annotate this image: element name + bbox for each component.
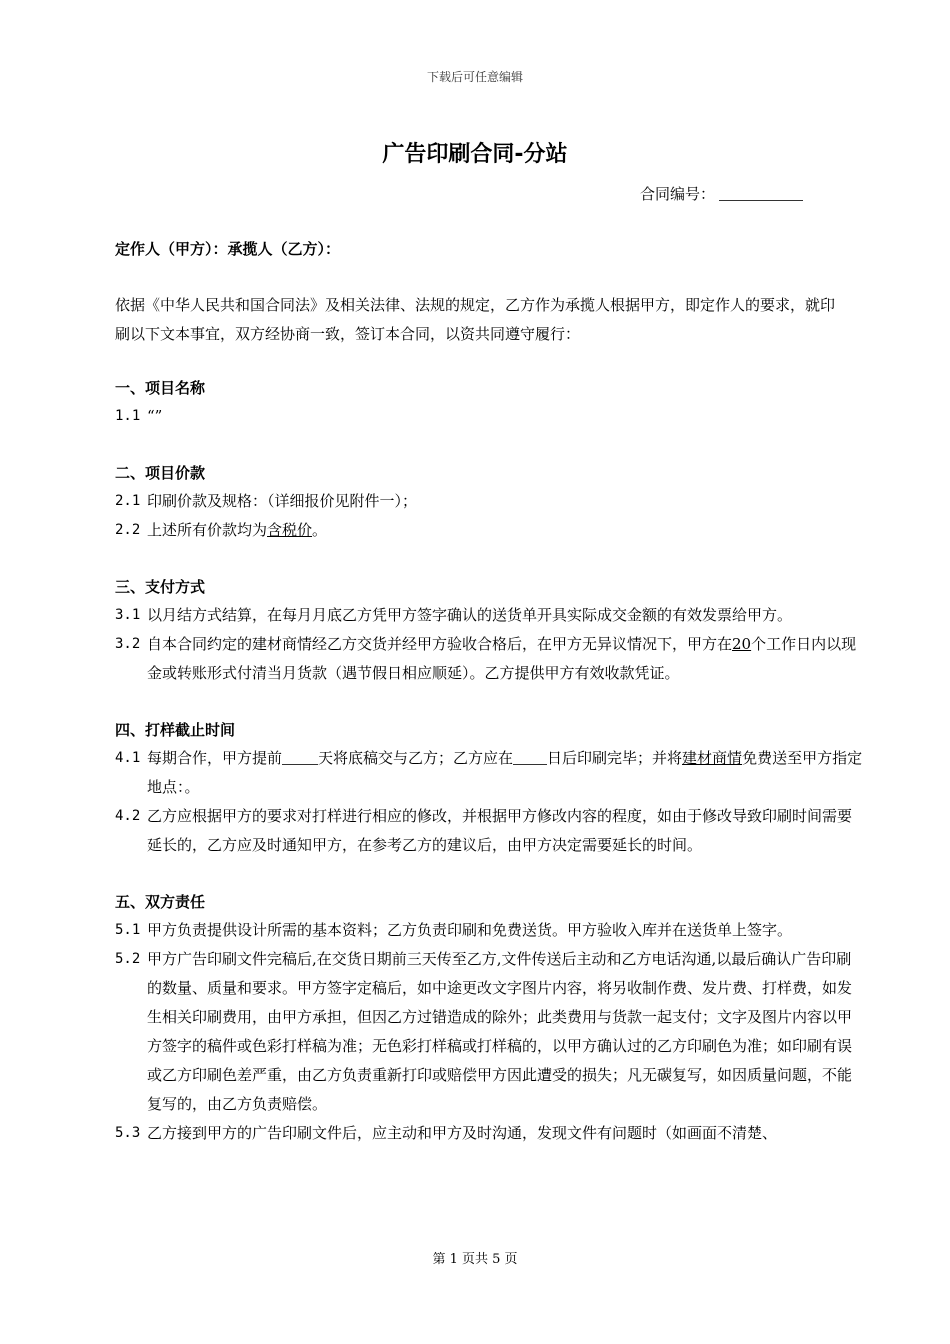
section-title: 二、项目价款 <box>115 464 206 482</box>
clause-number: 1.1 <box>115 408 141 424</box>
clause-number: 3.2 <box>115 636 141 652</box>
fill-in-blank <box>513 750 547 765</box>
underlined-term: 建材商情 <box>682 749 743 767</box>
contract-number-label: 合同编号： <box>640 185 716 203</box>
clause-number: 2.1 <box>115 493 141 509</box>
clause-text: 以月结方式结算，在每月月底乙方凭甲方签字确认的送货单开具实际成交金额的有效发票给甲方。 <box>147 606 793 624</box>
clause-5-2 <box>115 945 865 1119</box>
clause-5-1 <box>115 916 865 945</box>
clause-text-part: 自本合同约定的建材商情经乙方交货并经甲方验收合格后，在甲方无异议情况下，甲方在 <box>147 635 733 653</box>
clause-4-1 <box>115 744 865 802</box>
section-project-name <box>115 374 865 431</box>
clause-text: 甲方负责提供设计所需的基本资料；乙方负责印刷和免费送货。甲方验收入库并在送货单上签字。 <box>147 921 793 939</box>
contract-number <box>640 183 803 204</box>
clause-2-1 <box>115 487 865 516</box>
page-footer: 第 1 页共 5 页 <box>432 1252 518 1267</box>
clause-text <box>147 744 865 802</box>
clause-number: 5.2 <box>115 951 141 967</box>
clause-3-2 <box>115 630 865 688</box>
clause-text-part: 个工作日内以现金或转账形式付清当月货款（遇节假日相应顺延）。乙方提供甲方有效收款凭证。 <box>147 635 857 682</box>
intro-paragraph: 依据《中华人民共和国合同法》及相关法律、法规的规定，乙方作为承揽人根据甲方，即定作人的要求，就印刷以下文本事宜，双方经协商一致，签订本合同，以资共同遵守履行： <box>115 296 836 343</box>
document-title: 广告印刷合同-分站 <box>382 142 568 167</box>
clause-text-part: 免费送至甲方指定地点：。 <box>147 749 863 796</box>
clause-text: 乙方应根据甲方的要求对打样进行相应的修改，并根据甲方修改内容的程度，如由于修改导致印刷时间需要延长的，乙方应及时通知甲方，在参考乙方的建议后，由甲方决定需要延长的时间。 <box>147 807 853 854</box>
section-title: 一、项目名称 <box>115 379 206 397</box>
clause-text <box>147 630 865 688</box>
section-payment-method <box>115 573 865 688</box>
clause-text <box>147 516 865 545</box>
section-responsibilities <box>115 888 865 1148</box>
clause-text-part: 每期合作，甲方提前 <box>147 749 283 767</box>
clause-number: 4.2 <box>115 808 141 824</box>
clause-text: 甲方广告印刷文件完稿后,在交货日期前三天传至乙方,文件传送后主动和乙方电话沟通,以最后确认广告印刷的数量、质量和要求。甲方签字定稿后，如中途更改文字图片内容，将另收制作费、发片费、打样费，如发生相关印刷费用，由甲方承担，但因乙方过错造成的除外；此类费用与货款一起支付；文字及图片内容以甲方签字的稿件或色彩打样稿为准；无色彩打样稿或打样稿的，以甲方确认过的乙方印刷色为准；如印刷有误或乙方印刷色差严重，由乙方负责重新打印或赔偿甲方因此遭受的损失；凡无碳复写，如因质量问题，不能复写的，由乙方负责赔偿。 <box>147 950 853 1113</box>
clause-number: 5.1 <box>115 922 141 938</box>
section-title: 五、双方责任 <box>115 893 206 911</box>
underlined-term: 20 <box>732 635 752 653</box>
clause-text-part: 上述所有价款均为 <box>147 521 268 539</box>
parties-line: 定作人（甲方）：承揽人（乙方）： <box>115 240 341 258</box>
clause-number: 4.1 <box>115 750 141 766</box>
clause-text: 印刷价款及规格：（详细报价见附件一）； <box>147 492 418 510</box>
clause-4-2 <box>115 802 865 860</box>
contract-number-blank <box>719 186 803 201</box>
fill-in-blank <box>282 750 318 765</box>
section-title: 四、打样截止时间 <box>115 721 236 739</box>
clause-text-part: 。 <box>312 521 328 539</box>
clause-text-part: 日后印刷完毕；并将 <box>547 749 683 767</box>
section-project-price <box>115 459 865 545</box>
clause-number: 5.3 <box>115 1125 141 1141</box>
clause-2-2 <box>115 516 865 545</box>
contract-body <box>115 374 865 1148</box>
clause-text-part: 天将底稿交与乙方；乙方应在 <box>318 749 514 767</box>
page-header: 下载后可任意编辑 <box>426 70 523 84</box>
clause-text: 乙方接到甲方的广告印刷文件后，应主动和甲方及时沟通，发现文件有问题时（如画面不清楚、 <box>147 1124 778 1142</box>
underlined-term: 含税价 <box>267 521 313 539</box>
clause-5-3 <box>115 1119 865 1148</box>
clause-3-1 <box>115 601 865 630</box>
clause-1-1 <box>115 402 865 431</box>
clause-number: 3.1 <box>115 607 141 623</box>
section-proof-deadline <box>115 716 865 860</box>
clause-number: 2.2 <box>115 522 141 538</box>
clause-text: “” <box>147 407 163 425</box>
section-title: 三、支付方式 <box>115 578 206 596</box>
